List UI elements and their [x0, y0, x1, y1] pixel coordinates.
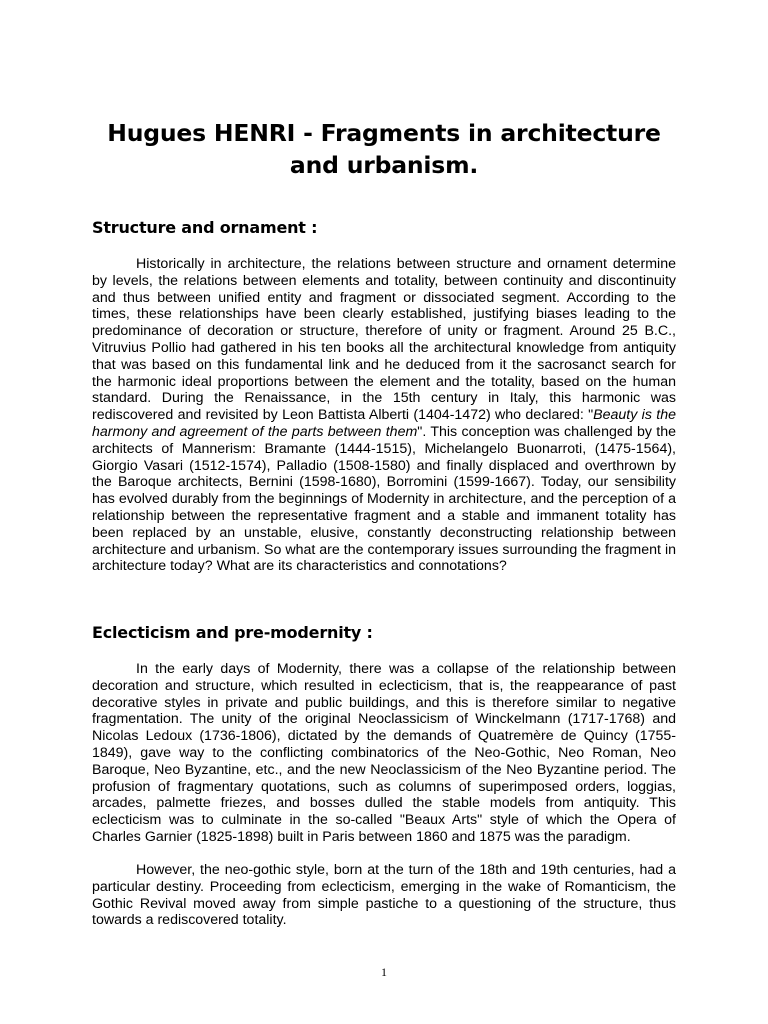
title-line-1: Hugues HENRI - Fragments in architecture [107, 119, 661, 147]
page-number: 1 [381, 965, 387, 979]
section-heading-eclecticism: Eclecticism and pre-modernity : [92, 623, 373, 642]
title-line-2: and urbanism. [289, 151, 479, 179]
paragraph-structure-ornament [92, 256, 676, 575]
document-title [60, 117, 708, 181]
section-heading-structure-ornament: Structure and ornament : [92, 218, 318, 237]
paragraph-eclecticism-2: However, the neo-gothic style, born at the turn of the 18th and 19th centuries, had a particular destiny. Proceeding from eclecticism, emerging in the wake of Romanticism, the Gothic Revival moved away from simple pastiche to a questioning of the structure, thus towards a rediscovered totality. [92, 862, 676, 929]
paragraph-text: Historically in architecture, the relations between structure and ornament determine by levels, the relations between elements and totality, between continuity and discontinuity and thus between unified entity and fragment or dissociated segment. According to the times, these relationships have been clearly established, justifying biases leading to the predominance of decoration or structure, therefore of unity or fragment. Around 25 B.C., Vitruvius Pollio had gathered in his ten books all the architectural knowledge from antiquity that was based on this fundamental link and he deduced from it the sacrosanct search for the harmonic ideal proportions between the element and the totality, based on the human standard. During the Renaissance, in the 15th century in Italy, this harmonic was rediscovered and revisited by Leon Battista Alberti (1404-1472) who declared: " [92, 256, 676, 424]
paragraph-eclecticism-1: In the early days of Modernity, there was a collapse of the relationship between decoration and structure, which resulted in eclecticism, that is, the reappearance of past decorative styles in private and public buildings, and this is therefore similar to negative fragmentation. The unity of the original Neoclassicism of Winckelmann (1717-1768) and Nicolas Ledoux (1736-1806), dictated by the demands of Quatremère de Quincy (1755-1849), gave way to the conflicting combinatorics of the Neo-Gothic, Neo Roman, Neo Baroque, Neo Byzantine, etc., and the new Neoclassicism of the Neo Byzantine period. The profusion of fragmentary quotations, such as columns of superimposed orders, loggias, arcades, palmette friezes, and bosses dulled the stable models from antiquity. This eclecticism was to culminate in the so-called "Beaux Arts" style of which the Opera of Charles Garnier (1825-1898) built in Paris between 1860 and 1875 was the paradigm. [92, 661, 676, 845]
paragraph-text-continued: ". This conception was challenged by the architects of Mannerism: Bramante (1444-1515), Michelangelo Buonarroti, (1475-1564), Giorgio Vasari (1512-1574), Palladio (1508-1580) and finally displaced and overthrown by the Baroque architects, Bernini (1598-1680), Borromini (1599-1667). Today, our sensibility has evolved durably from the beginnings of Modernity in architecture, and the perception of a relationship between the representative fragment and a stable and immanent totality has been replaced by an unstable, elusive, constantly deconstructing relationship between architecture and urbanism. So what are the contemporary issues surrounding the fragment in architecture today? What are its characteristics and connotations? [92, 423, 676, 575]
alberti-quote: Beauty is the harmony and agreement of the parts between them [92, 407, 676, 440]
